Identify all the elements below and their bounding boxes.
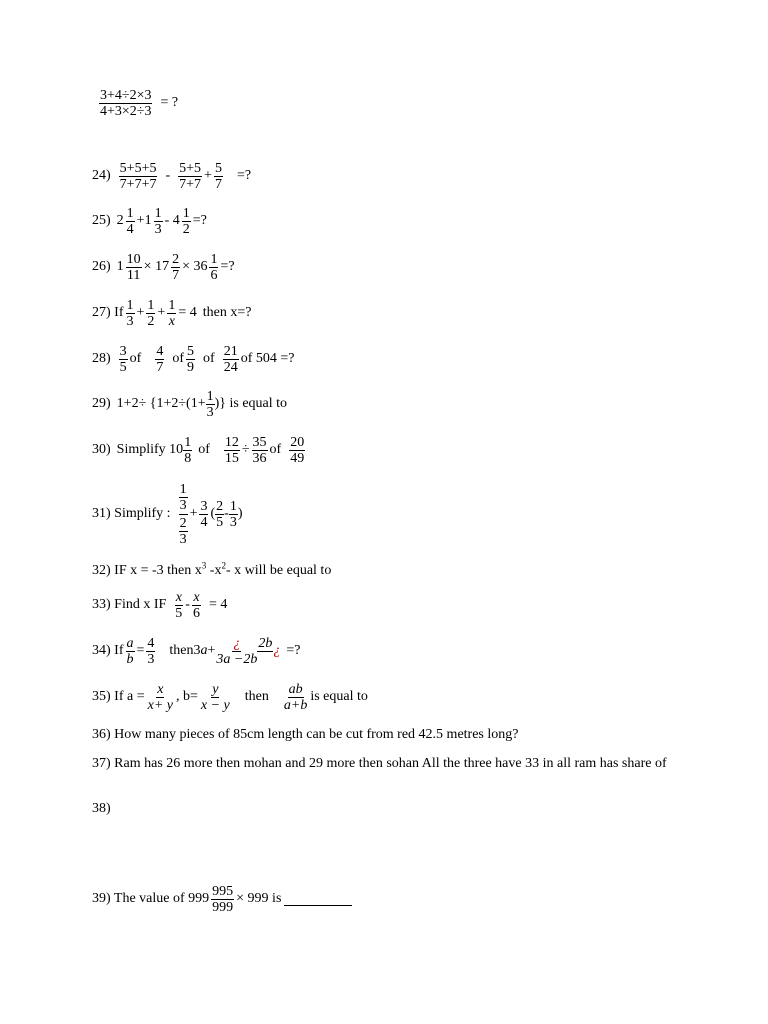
q34-f1-num: a — [126, 636, 134, 651]
q30-fraction-4 — [289, 435, 305, 466]
q26-f3-num: 1 — [210, 252, 218, 267]
q33-label: 33) Find x IF — [92, 597, 167, 613]
q27-op2: + — [157, 305, 166, 321]
q27-label: 27) If — [92, 305, 124, 321]
q34-plus: + — [207, 643, 216, 659]
q30-fraction-3 — [252, 435, 268, 466]
q25-fraction-2 — [154, 206, 163, 237]
q34-fraction-4 — [257, 636, 273, 667]
q25-f1-den: 4 — [126, 222, 134, 237]
q27-tail: then x=? — [202, 305, 252, 321]
q31-bottom-num: 2 — [179, 516, 187, 531]
q24-op2: + — [204, 168, 212, 184]
q24-f1-den: 7+7+7 — [119, 177, 157, 192]
q27-mid: = 4 — [178, 305, 197, 321]
q24-f1-num: 5+5+5 — [119, 161, 157, 176]
q31-fraction-2 — [215, 499, 224, 530]
q31-f2-num: 2 — [216, 499, 224, 514]
q30-fraction-1 — [183, 435, 192, 466]
q28-f2-den: 7 — [156, 360, 164, 375]
q25-whole-1: 2 — [116, 213, 124, 229]
q26-op2: × 36 — [182, 259, 208, 275]
q31-op1: + — [189, 506, 198, 522]
q31-close-paren: ) — [237, 506, 243, 522]
q27-f3-den: x — [168, 314, 175, 329]
q26-op1: × 17 — [143, 259, 170, 275]
q25-f2-num: 1 — [154, 206, 162, 221]
q24-f2-den: 7+7 — [179, 177, 202, 192]
q24-fraction-1 — [119, 161, 158, 192]
q33-fraction-1 — [174, 590, 183, 621]
q31-bottom-fraction — [179, 516, 188, 547]
q30-op: ÷ — [241, 442, 250, 458]
q34-fraction-3 — [215, 636, 258, 667]
q31-f2-den: 5 — [216, 515, 224, 530]
q26-fraction-2 — [171, 252, 180, 283]
q28-tail: of 504 =? — [240, 351, 295, 367]
q31-top-num: 1 — [179, 482, 187, 497]
q27-fraction-1 — [126, 298, 135, 329]
q29-tail: )} is equal to — [214, 396, 288, 412]
q26-f2-num: 2 — [172, 252, 180, 267]
q35-fraction-2 — [200, 682, 231, 713]
q35-then: then — [244, 689, 269, 705]
q31-open-paren: ( — [210, 506, 216, 522]
q39-tail: × 999 is — [236, 891, 282, 907]
q25-tail: =? — [192, 213, 207, 229]
q35-fraction-1 — [147, 682, 174, 713]
q35-f3-num: ab — [288, 682, 303, 697]
q23-tail: = ? — [160, 95, 179, 111]
question-37 — [92, 754, 692, 773]
q31-bottom-den: 3 — [179, 532, 187, 547]
q37-text: 37) Ram has 26 more then mohan and 29 more then sohan All the three have 33 in all ram has share of — [92, 756, 667, 771]
q31-top-den: 3 — [179, 498, 187, 513]
q34-tail: =? — [286, 643, 301, 659]
q24-f3-den: 7 — [214, 177, 222, 192]
q23-numerator: 3+4÷2×3 — [100, 88, 152, 103]
q31-fraction-3 — [229, 499, 238, 530]
q28-of-3: of — [203, 351, 215, 367]
q29-label: 29) — [92, 396, 111, 412]
question-27 — [92, 298, 251, 329]
q29-fraction-1 — [206, 389, 215, 420]
q33-f1-den: 5 — [175, 606, 183, 621]
q34-label: 34) If — [92, 643, 124, 659]
q26-fraction-3 — [209, 252, 218, 283]
q26-f1-den: 11 — [126, 268, 141, 283]
q24-label: 24) — [92, 168, 111, 184]
q29-expression: 1+2÷ {1+2÷(1+ — [116, 396, 206, 412]
q35-tail: is equal to — [310, 689, 368, 705]
question-28 — [92, 344, 294, 375]
question-29 — [92, 389, 287, 420]
q28-f3-num: 5 — [187, 344, 195, 359]
q25-f3-den: 2 — [182, 222, 190, 237]
q24-f3-num: 5 — [214, 161, 222, 176]
q34-f3-den: 3a −2b — [216, 652, 258, 667]
q33-op: - — [185, 597, 190, 613]
q30-of-1: of — [198, 442, 210, 458]
q34-equals: = — [136, 643, 145, 659]
q35-f2-num: y — [212, 682, 219, 697]
q31-fraction-1 — [199, 499, 208, 530]
q31-f1-num: 3 — [200, 499, 208, 514]
q30-f1-den: 8 — [184, 451, 192, 466]
q30-label: 30) — [92, 442, 111, 458]
q31-main-bar — [179, 514, 188, 515]
q35-f3-den: a+b — [283, 698, 308, 713]
question-25 — [92, 206, 207, 237]
q33-fraction-2 — [192, 590, 201, 621]
q34-error-glyph-1: ¿ — [233, 636, 241, 651]
q27-fraction-3 — [167, 298, 176, 329]
q31-top-fraction — [179, 482, 188, 513]
q35-f2-den: x − y — [200, 698, 230, 713]
question-39 — [92, 884, 352, 915]
q34-fraction-2 — [146, 636, 155, 667]
q24-tail: =? — [236, 168, 252, 184]
q28-f4-den: 24 — [223, 360, 238, 375]
q39-answer-blank — [284, 893, 352, 906]
q25-f1-num: 1 — [126, 206, 134, 221]
q30-fraction-2 — [224, 435, 240, 466]
q34-f3-num: 2b — [258, 636, 273, 651]
q29-f1-den: 3 — [206, 405, 214, 420]
q25-fraction-1 — [126, 206, 135, 237]
q28-f3-den: 9 — [187, 360, 195, 375]
q39-f1-den: 999 — [212, 900, 234, 915]
q28-fraction-3 — [186, 344, 195, 375]
question-24 — [92, 161, 251, 192]
q32-text — [92, 560, 332, 579]
question-30 — [92, 435, 307, 466]
q35-f1-den: x+ y — [147, 698, 173, 713]
q35-mid: , b= — [175, 689, 198, 705]
q25-f2-den: 3 — [154, 222, 162, 237]
question-32 — [92, 560, 332, 579]
q27-f1-den: 3 — [126, 314, 134, 329]
q39-f1-num: 995 — [212, 884, 234, 899]
q24-f2-num: 5+5 — [179, 161, 202, 176]
q27-f2-num: 1 — [147, 298, 155, 313]
question-36 — [92, 727, 518, 743]
q25-op1: +1 — [136, 213, 152, 229]
q25-f3-num: 1 — [182, 206, 190, 221]
q30-f4-num: 20 — [290, 435, 305, 450]
q28-f1-num: 3 — [119, 344, 127, 359]
question-38 — [92, 801, 111, 817]
q30-simplify: Simplify 10 — [116, 442, 184, 458]
q30-f2-num: 12 — [224, 435, 239, 450]
q34-f1-den: b — [126, 652, 134, 667]
q34-f2-den: 3 — [147, 652, 155, 667]
q31-op2: - — [224, 506, 229, 522]
q25-fraction-3 — [182, 206, 191, 237]
q30-of-2: of — [269, 442, 282, 458]
q27-f1-num: 1 — [126, 298, 134, 313]
q25-label: 25) — [92, 213, 111, 229]
q32-exponent-2: 2 — [221, 560, 226, 571]
question-31 — [92, 482, 242, 547]
q26-fraction-1 — [126, 252, 142, 283]
q34-then: then3 — [169, 643, 201, 659]
q33-f2-num: x — [193, 590, 200, 605]
q31-f1-den: 4 — [200, 515, 208, 530]
q33-tail: = 4 — [208, 597, 228, 613]
q38-text: 38) — [92, 801, 111, 816]
question-35 — [92, 682, 368, 713]
q34-f2-num: 4 — [147, 636, 155, 651]
q35-f1-num: x — [157, 682, 164, 697]
q34-var-a: a — [200, 643, 208, 659]
q26-f3-den: 6 — [210, 268, 218, 283]
q33-f1-num: x — [175, 590, 182, 605]
q28-fraction-1 — [119, 344, 128, 375]
q29-f1-num: 1 — [206, 389, 214, 404]
q30-f3-num: 35 — [252, 435, 267, 450]
q28-f4-num: 21 — [223, 344, 238, 359]
q28-label: 28) — [92, 351, 111, 367]
q26-f1-num: 10 — [126, 252, 141, 267]
q30-f1-num: 1 — [184, 435, 192, 450]
q39-fraction-1 — [211, 884, 234, 915]
q34-fraction-1 — [126, 636, 135, 667]
q34-f3-num-wrap — [232, 636, 241, 652]
question-34 — [92, 636, 300, 667]
q35-label: 35) If a = — [92, 689, 145, 705]
q31-f3-num: 1 — [229, 499, 237, 514]
q32-pre: 32) IF x = -3 then x — [92, 563, 202, 578]
q32-exponent-3: 3 — [201, 560, 207, 571]
q27-fraction-2 — [146, 298, 155, 329]
q31-f3-den: 3 — [229, 515, 237, 530]
q23-denominator: 4+3×2÷3 — [100, 104, 152, 119]
q32-tail: - x will be equal to — [225, 563, 332, 578]
q30-f4-den: 49 — [290, 451, 305, 466]
q39-pre: 39) The value of 999 — [92, 891, 210, 907]
question-23 — [97, 88, 178, 119]
q33-f2-den: 6 — [192, 606, 200, 621]
q30-f2-den: 15 — [224, 451, 239, 466]
q28-f1-den: 5 — [119, 360, 127, 375]
q31-label: 31) Simplify : — [92, 506, 171, 522]
q24-fraction-3 — [214, 161, 223, 192]
q24-op1: - — [165, 168, 171, 184]
q26-label: 26) — [92, 259, 111, 275]
q34-error-glyph-2: ¿ — [273, 643, 281, 659]
q30-f3-den: 36 — [252, 451, 267, 466]
question-33 — [92, 590, 227, 621]
q23-fraction — [99, 88, 152, 119]
q28-fraction-4 — [223, 344, 239, 375]
q26-tail: =? — [220, 259, 235, 275]
q28-fraction-2 — [155, 344, 164, 375]
q28-of-2: of — [172, 351, 185, 367]
q31-complex-fraction — [179, 482, 188, 547]
q32-mid: -x — [206, 563, 222, 578]
q36-text: 36) How many pieces of 85cm length can be cut from red 42.5 metres long? — [92, 727, 519, 742]
q26-f2-den: 7 — [172, 268, 180, 283]
q28-of-1: of — [129, 351, 142, 367]
q28-f2-num: 4 — [156, 344, 164, 359]
q25-op2: - 4 — [164, 213, 180, 229]
question-26 — [92, 252, 235, 283]
q27-f3-num: 1 — [168, 298, 176, 313]
q27-op1: + — [136, 305, 145, 321]
q24-fraction-2 — [178, 161, 202, 192]
q35-fraction-3 — [283, 682, 308, 713]
q26-whole-1: 1 — [116, 259, 124, 275]
q27-f2-den: 2 — [147, 314, 155, 329]
